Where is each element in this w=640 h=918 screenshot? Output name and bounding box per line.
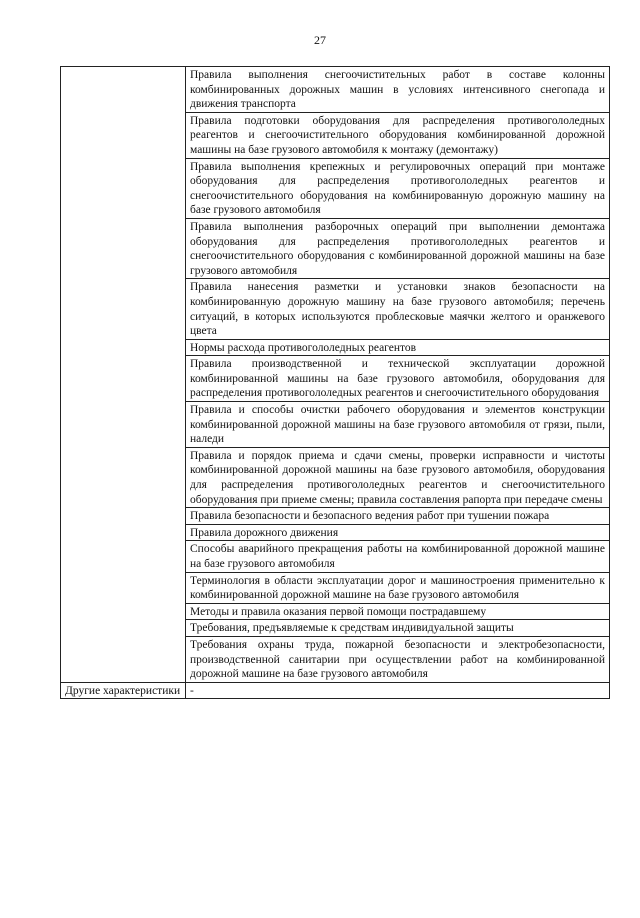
knowledge-item: Правила подготовки оборудования для распределения противогололедных реагентов и снегоочистительного оборудования комбинированной дорожной машины на базе грузового автомобиля к монтажу (демонтажу) (186, 112, 610, 158)
other-characteristics-value: - (186, 682, 610, 699)
knowledge-item: Правила дорожного движения (186, 524, 610, 541)
knowledge-item: Правила и порядок приема и сдачи смены, проверки исправности и чистоты комбинированной дорожной машины на базе грузового автомобиля, оборудования для распределения противогололедных реагентов и снегоочистительного оборудования при приеме смены; правила составления рапорта при передаче смены (186, 447, 610, 507)
knowledge-table-body (61, 67, 610, 699)
other-characteristics-label: Другие характеристики (61, 682, 186, 699)
row-label-empty (61, 67, 186, 683)
table-row-other (61, 682, 610, 699)
knowledge-item: Терминология в области эксплуатации дорог и машиностроения применительно к комбинированной дорожной машине на базе грузового автомобиля (186, 572, 610, 603)
knowledge-item: Правила производственной и технической эксплуатации дорожной комбинированной машины на базе грузового автомобиля, оборудования для распределения противогололедных реагентов и снегоочистительного оборудования (186, 356, 610, 402)
knowledge-item: Нормы расхода противогололедных реагентов (186, 339, 610, 356)
page-number: 27 (314, 33, 326, 47)
table-row (61, 67, 610, 113)
knowledge-item: Требования охраны труда, пожарной безопасности и электробезопасности, производственной санитарии при осуществлении работ на комбинированной дорожной машине на базе грузового автомобиля (186, 636, 610, 682)
knowledge-item: Правила выполнения крепежных и регулировочных операций при монтаже оборудования для распределения противогололедных реагентов и снегоочистительного оборудования на комбинированную дорожную машину на базе грузового автомобиля (186, 158, 610, 218)
knowledge-item: Правила нанесения разметки и установки знаков безопасности на комбинированную дорожную машину на базе грузового автомобиля; перечень ситуаций, в которых используются проблесковые маячки желтого и оранжевого цвета (186, 279, 610, 339)
knowledge-item: Способы аварийного прекращения работы на комбинированной дорожной машине на базе грузового автомобиля (186, 541, 610, 572)
knowledge-item: Правила и способы очистки рабочего оборудования и элементов конструкции комбинированной дорожной машины на базе грузового автомобиля от грязи, пыли, наледи (186, 402, 610, 448)
knowledge-item: Требования, предъявляемые к средствам индивидуальной защиты (186, 620, 610, 637)
knowledge-table (60, 66, 610, 699)
knowledge-item: Методы и правила оказания первой помощи пострадавшему (186, 603, 610, 620)
knowledge-item: Правила выполнения снегоочистительных работ в составе колонны комбинированных дорожных машин в условиях интенсивного снегопада и движения транспорта (186, 67, 610, 113)
knowledge-item: Правила безопасности и безопасного ведения работ при тушении пожара (186, 508, 610, 525)
knowledge-item: Правила выполнения разборочных операций при выполнении демонтажа оборудования для распределения противогололедных реагентов и снегоочистительного оборудования с комбинированной дорожной машины на базе грузового автомобиля (186, 218, 610, 278)
